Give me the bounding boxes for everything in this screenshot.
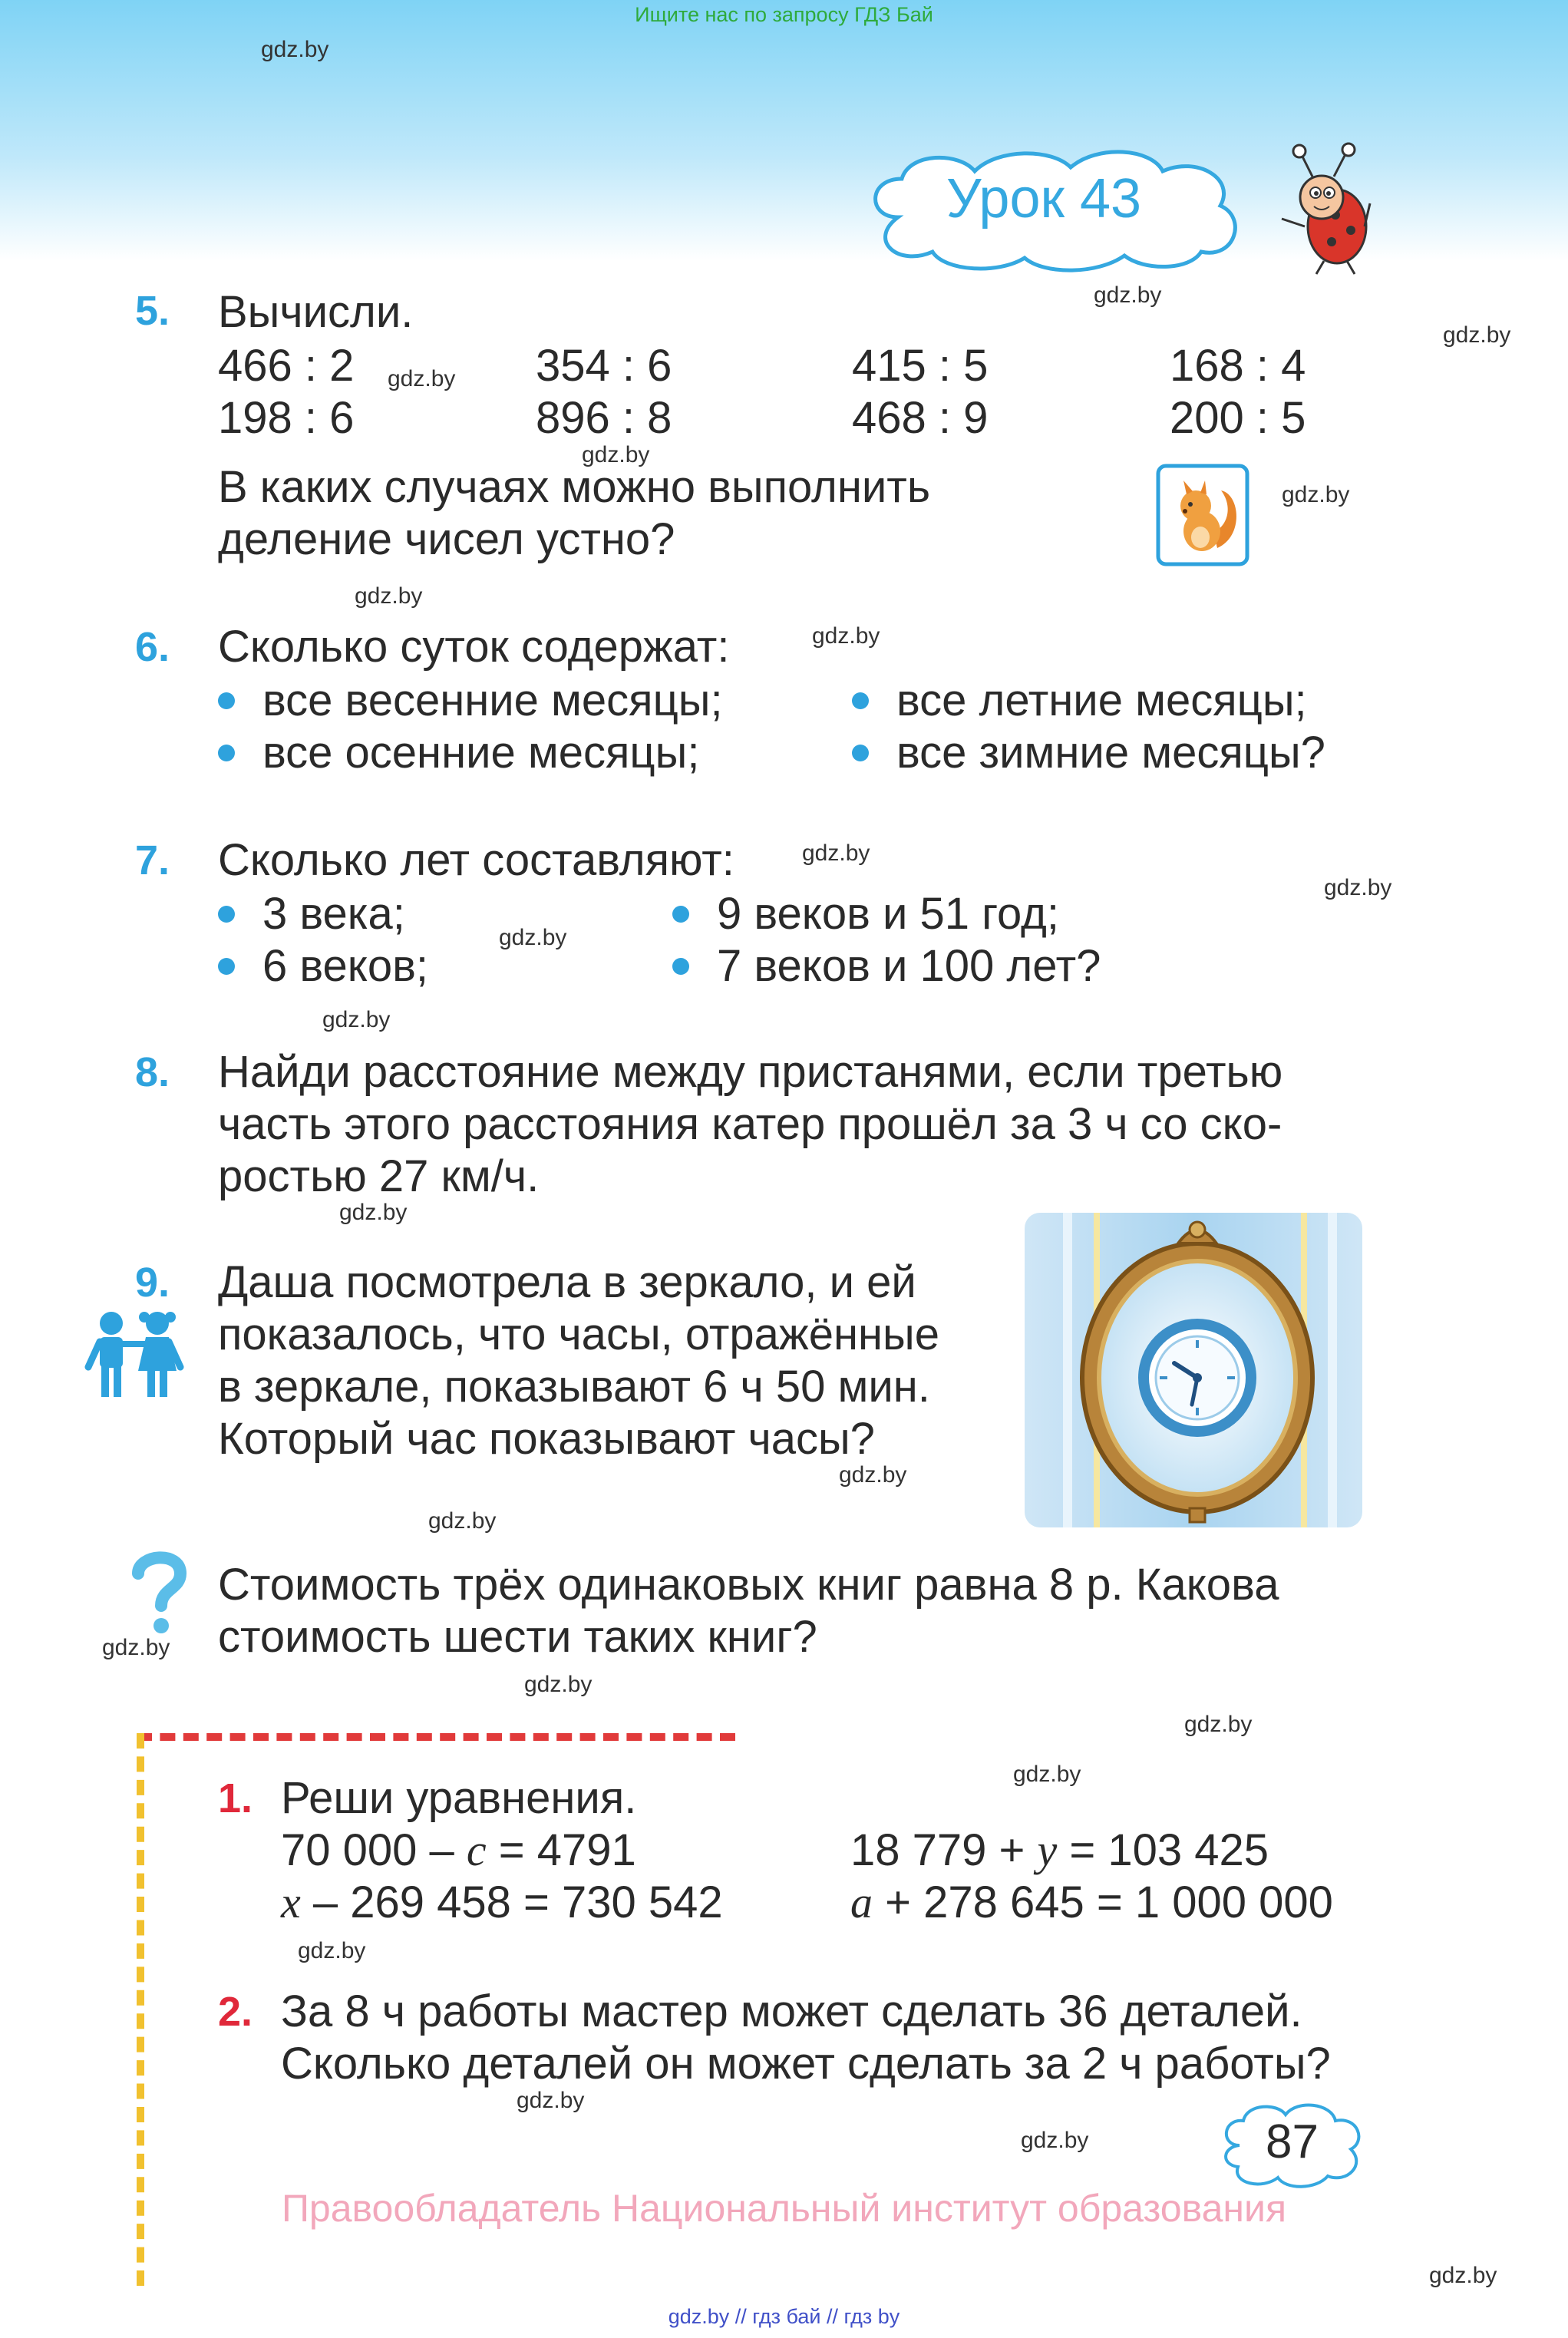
list-item: 6 веков;	[218, 939, 428, 993]
homework-text: За 8 ч работы мастер может сделать 36 деталей.	[281, 1986, 1302, 2036]
pair-work-icon	[84, 1309, 184, 1402]
homework-text: Сколько деталей он может сделать за 2 ч работы?	[281, 2039, 1331, 2089]
top-note[interactable]: Ищите нас по запросу ГДЗ Бай	[635, 3, 933, 26]
task-text: Найди расстояние между пристанями, если третью	[218, 1047, 1283, 1097]
equation: a + 278 645 = 1 000 000	[850, 1877, 1333, 1927]
expression: 198 : 6	[218, 393, 355, 443]
watermark: gdz.by	[802, 840, 870, 866]
watermark: gdz.by	[839, 1462, 907, 1488]
watermark: gdz.by	[339, 1200, 408, 1225]
expression: 415 : 5	[852, 341, 989, 391]
bullet-icon	[852, 745, 869, 761]
homework-number: 2.	[218, 1989, 253, 2035]
list-item: все весенние месяцы;	[218, 674, 723, 728]
task-text: Который час показывают часы?	[218, 1414, 875, 1464]
watermark: gdz.by	[1429, 2263, 1497, 2288]
watermark: gdz.by	[388, 366, 456, 391]
watermark: gdz.by	[1282, 482, 1350, 507]
task-number: 8.	[135, 1049, 170, 1095]
expression: 354 : 6	[536, 341, 672, 391]
bullet-icon	[852, 692, 869, 709]
homework-border-top	[137, 1733, 735, 1741]
question-text: В каких случаях можно выполнить	[218, 462, 931, 512]
expression: 468 : 9	[852, 393, 989, 443]
task-number: 9.	[135, 1260, 170, 1306]
watermark: gdz.by	[582, 442, 650, 467]
expression: 896 : 8	[536, 393, 672, 443]
lesson-title: Урок 43	[946, 168, 1142, 230]
equation: 70 000 – c = 4791	[281, 1825, 636, 1875]
copyright-text: Правообладатель Национальный институт образования	[281, 2187, 1287, 2230]
question-mark-icon	[127, 1550, 192, 1635]
watermark: gdz.by	[1021, 2128, 1089, 2153]
bullet-icon	[218, 958, 235, 975]
watermark: gdz.by	[812, 623, 880, 649]
watermark: gdz.by	[1013, 1762, 1081, 1787]
homework-title: Реши уравнения.	[281, 1773, 637, 1823]
watermark: gdz.by	[355, 583, 423, 609]
watermark: gdz.by	[1443, 322, 1511, 348]
expression: 200 : 5	[1170, 393, 1306, 443]
task-title: Сколько суток содержат:	[218, 622, 730, 672]
watermark: gdz.by	[298, 1938, 366, 1963]
task-text: ростью 27 км/ч.	[218, 1151, 540, 1201]
bonus-text: стоимость шести таких книг?	[218, 1612, 817, 1662]
task-number: 5.	[135, 288, 170, 334]
list-item: 7 веков и 100 лет?	[672, 939, 1101, 993]
bonus-text: Стоимость трёх одинаковых книг равна 8 р. Какова	[218, 1560, 1279, 1610]
watermark: gdz.by	[1184, 1712, 1253, 1737]
bullet-icon	[672, 958, 689, 975]
footer-links[interactable]: gdz.by // гдз бай // гдз by	[668, 2305, 900, 2328]
mirror-clock-image	[1025, 1213, 1362, 1527]
task-text: показалось, что часы, отражённые	[218, 1309, 939, 1359]
watermark: gdz.by	[261, 37, 329, 62]
task-text: часть этого расстояния катер прошёл за 3 ч со ско-	[218, 1099, 1282, 1149]
list-item: все осенние месяцы;	[218, 726, 699, 780]
watermark: gdz.by	[1094, 282, 1162, 308]
bullet-icon	[218, 692, 235, 709]
watermark: gdz.by	[322, 1007, 391, 1032]
task-number: 7.	[135, 837, 170, 883]
watermark: gdz.by	[499, 925, 567, 950]
bullet-icon	[672, 906, 689, 923]
list-item: все летние месяцы;	[852, 674, 1307, 728]
watermark: gdz.by	[524, 1672, 593, 1697]
list-item: все зимние месяцы?	[852, 726, 1325, 780]
expression: 466 : 2	[218, 341, 355, 391]
task-title: Вычисли.	[218, 287, 414, 337]
watermark: gdz.by	[517, 2088, 585, 2113]
task-text: Даша посмотрела в зеркало, и ей	[218, 1257, 916, 1307]
bullet-icon	[218, 745, 235, 761]
squirrel-icon	[1156, 464, 1249, 566]
question-text: деление чисел устно?	[218, 514, 675, 564]
equation: x – 269 458 = 730 542	[281, 1877, 723, 1927]
page-number: 87	[1266, 2115, 1319, 2168]
watermark: gdz.by	[102, 1635, 170, 1660]
list-item: 3 века;	[218, 887, 405, 941]
homework-number: 1.	[218, 1775, 253, 1821]
task-number: 6.	[135, 624, 170, 670]
expression: 168 : 4	[1170, 341, 1306, 391]
watermark: gdz.by	[1324, 875, 1392, 900]
ladybug-icon	[1274, 142, 1374, 280]
equation: 18 779 + y = 103 425	[850, 1825, 1269, 1875]
list-item: 9 веков и 51 год;	[672, 887, 1059, 941]
bullet-icon	[218, 906, 235, 923]
watermark: gdz.by	[428, 1508, 497, 1534]
task-title: Сколько лет составляют:	[218, 835, 734, 885]
task-text: в зеркале, показывают 6 ч 50 мин.	[218, 1362, 930, 1412]
